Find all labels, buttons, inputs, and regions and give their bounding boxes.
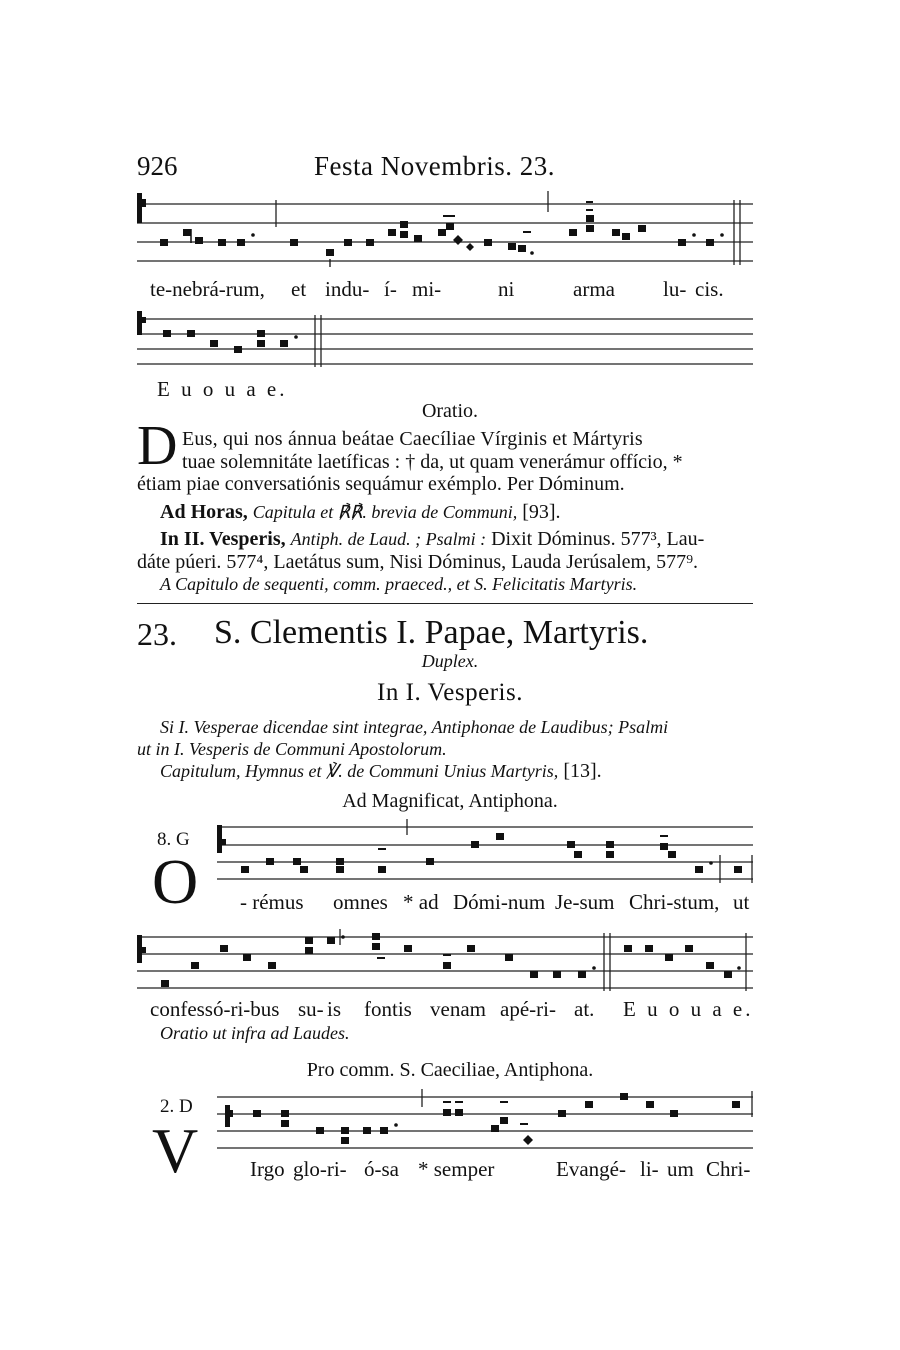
syllable: Dómi-num — [453, 890, 546, 914]
syllable: í- — [384, 277, 397, 301]
syllable: Chri-stum, — [629, 890, 720, 914]
feast-rubric: Si I. Vesperae dicendae sint integrae, Antiphonae de Laudibus; Psalmi — [160, 717, 669, 737]
oratio-rubric: Oratio ut infra ad Laudes. — [160, 1023, 350, 1043]
syllable: omnes — [333, 890, 388, 914]
section-divider — [137, 603, 753, 604]
chant-initial: O — [152, 846, 199, 917]
syllable: su- — [298, 997, 324, 1021]
syllable: li- — [640, 1157, 659, 1181]
rubric3-ref: [13]. — [563, 760, 602, 782]
chant-staff-3 — [0, 815, 900, 890]
syllable: te-nebrá-rum, — [150, 277, 265, 301]
oratio-line: tuae solemnitáte laetíficas : † da, ut quam venerámur offício, * — [182, 451, 683, 473]
syllable: um — [667, 1157, 694, 1181]
in-ii-label: In II. Vesperis, — [160, 528, 286, 550]
feast-rubric — [160, 760, 602, 783]
syllable: Evangé- — [556, 1157, 626, 1181]
in-ii-vesperis-rubric — [160, 528, 704, 551]
chant-staff-5 — [0, 1085, 900, 1160]
syllable: is — [327, 997, 342, 1021]
syllable: mi- — [412, 277, 442, 301]
syllable: ó-sa — [364, 1157, 399, 1181]
syllable: apé-ri- — [500, 997, 556, 1021]
syllable: Irgo — [250, 1157, 285, 1181]
feast-rubric: ut in I. Vesperis de Communi Apostolorum. — [137, 739, 447, 759]
feast-title: S. Clementis I. Papae, Martyris. — [214, 614, 649, 651]
feast-number: 23. — [137, 616, 177, 652]
oratio-heading: Oratio. — [421, 400, 479, 422]
syllable: Je-sum — [555, 890, 615, 914]
in-ii-text: Dixit Dóminus. 577³, Lau- — [491, 528, 705, 550]
chant-initial: V — [152, 1115, 199, 1186]
ad-horas-ref: [93]. — [522, 501, 561, 523]
syllable: lu- — [663, 277, 687, 301]
commemoratio-heading: Pro comm. S. Caeciliae, Antiphona. — [306, 1059, 594, 1081]
syllable: ni — [498, 277, 515, 301]
syllable: at. — [574, 997, 595, 1021]
syllable: glo-ri- — [293, 1157, 347, 1181]
oratio-line: étiam piae conversatiónis sequámur exémplo. Per Dóminum. — [137, 473, 625, 495]
mode-label: 8. G — [157, 829, 190, 850]
oratio-line: Eus, qui nos ánnua beátae Caecíliae Vírginis et Mártyris — [182, 428, 643, 450]
section-heading: In I. Vesperis. — [377, 679, 523, 706]
rubric3-italic: Capitulum, Hymnus et ℣. de Communi Unius Martyris, — [160, 761, 559, 781]
syllable: * semper — [418, 1157, 495, 1181]
feast-rank: Duplex. — [421, 651, 479, 671]
syllable: indu- — [325, 277, 370, 301]
ad-horas-rubric — [160, 501, 561, 524]
ad-horas-label: Ad Horas, — [160, 501, 248, 523]
syllable: Chri- — [706, 1157, 751, 1181]
in-ii-line2: dáte púeri. 577⁴, Laetátus sum, Nisi Dóminus, Lauda Jerúsalem, 577⁹. — [137, 551, 699, 573]
syllable: fontis — [364, 997, 412, 1021]
chant-staff-2 — [0, 305, 900, 375]
syllable: * ad — [403, 890, 439, 914]
page-number: 926 — [137, 151, 178, 181]
syllable: confessó-ri-bus — [150, 997, 280, 1021]
ad-horas-text: Capitula et ℟℟. brevia de Communi, — [252, 502, 518, 522]
syllable: arma — [573, 277, 615, 301]
mode-label: 2. D — [160, 1096, 193, 1117]
syllable: venam — [430, 997, 486, 1021]
syllable: ut — [733, 890, 750, 914]
in-ii-line3: A Capitulo de sequenti, comm. praeced., et S. Felicitatis Martyris. — [160, 574, 638, 594]
syllable: et — [291, 277, 307, 301]
running-title: Festa Novembris. 23. — [314, 151, 555, 181]
syllable: - rémus — [240, 890, 304, 914]
euouae-text: E u o u a e. — [157, 377, 288, 401]
syllable: cis. — [695, 277, 724, 301]
in-ii-italic: Antiph. de Laud. ; Psalmi : — [290, 529, 487, 549]
magnificat-heading: Ad Magnificat, Antiphona. — [342, 790, 558, 812]
euouae-text: E u o u a e. — [623, 997, 754, 1021]
chant-staff-1 — [0, 185, 900, 275]
drop-cap: D — [137, 415, 178, 477]
chant-staff-4 — [0, 925, 900, 1000]
